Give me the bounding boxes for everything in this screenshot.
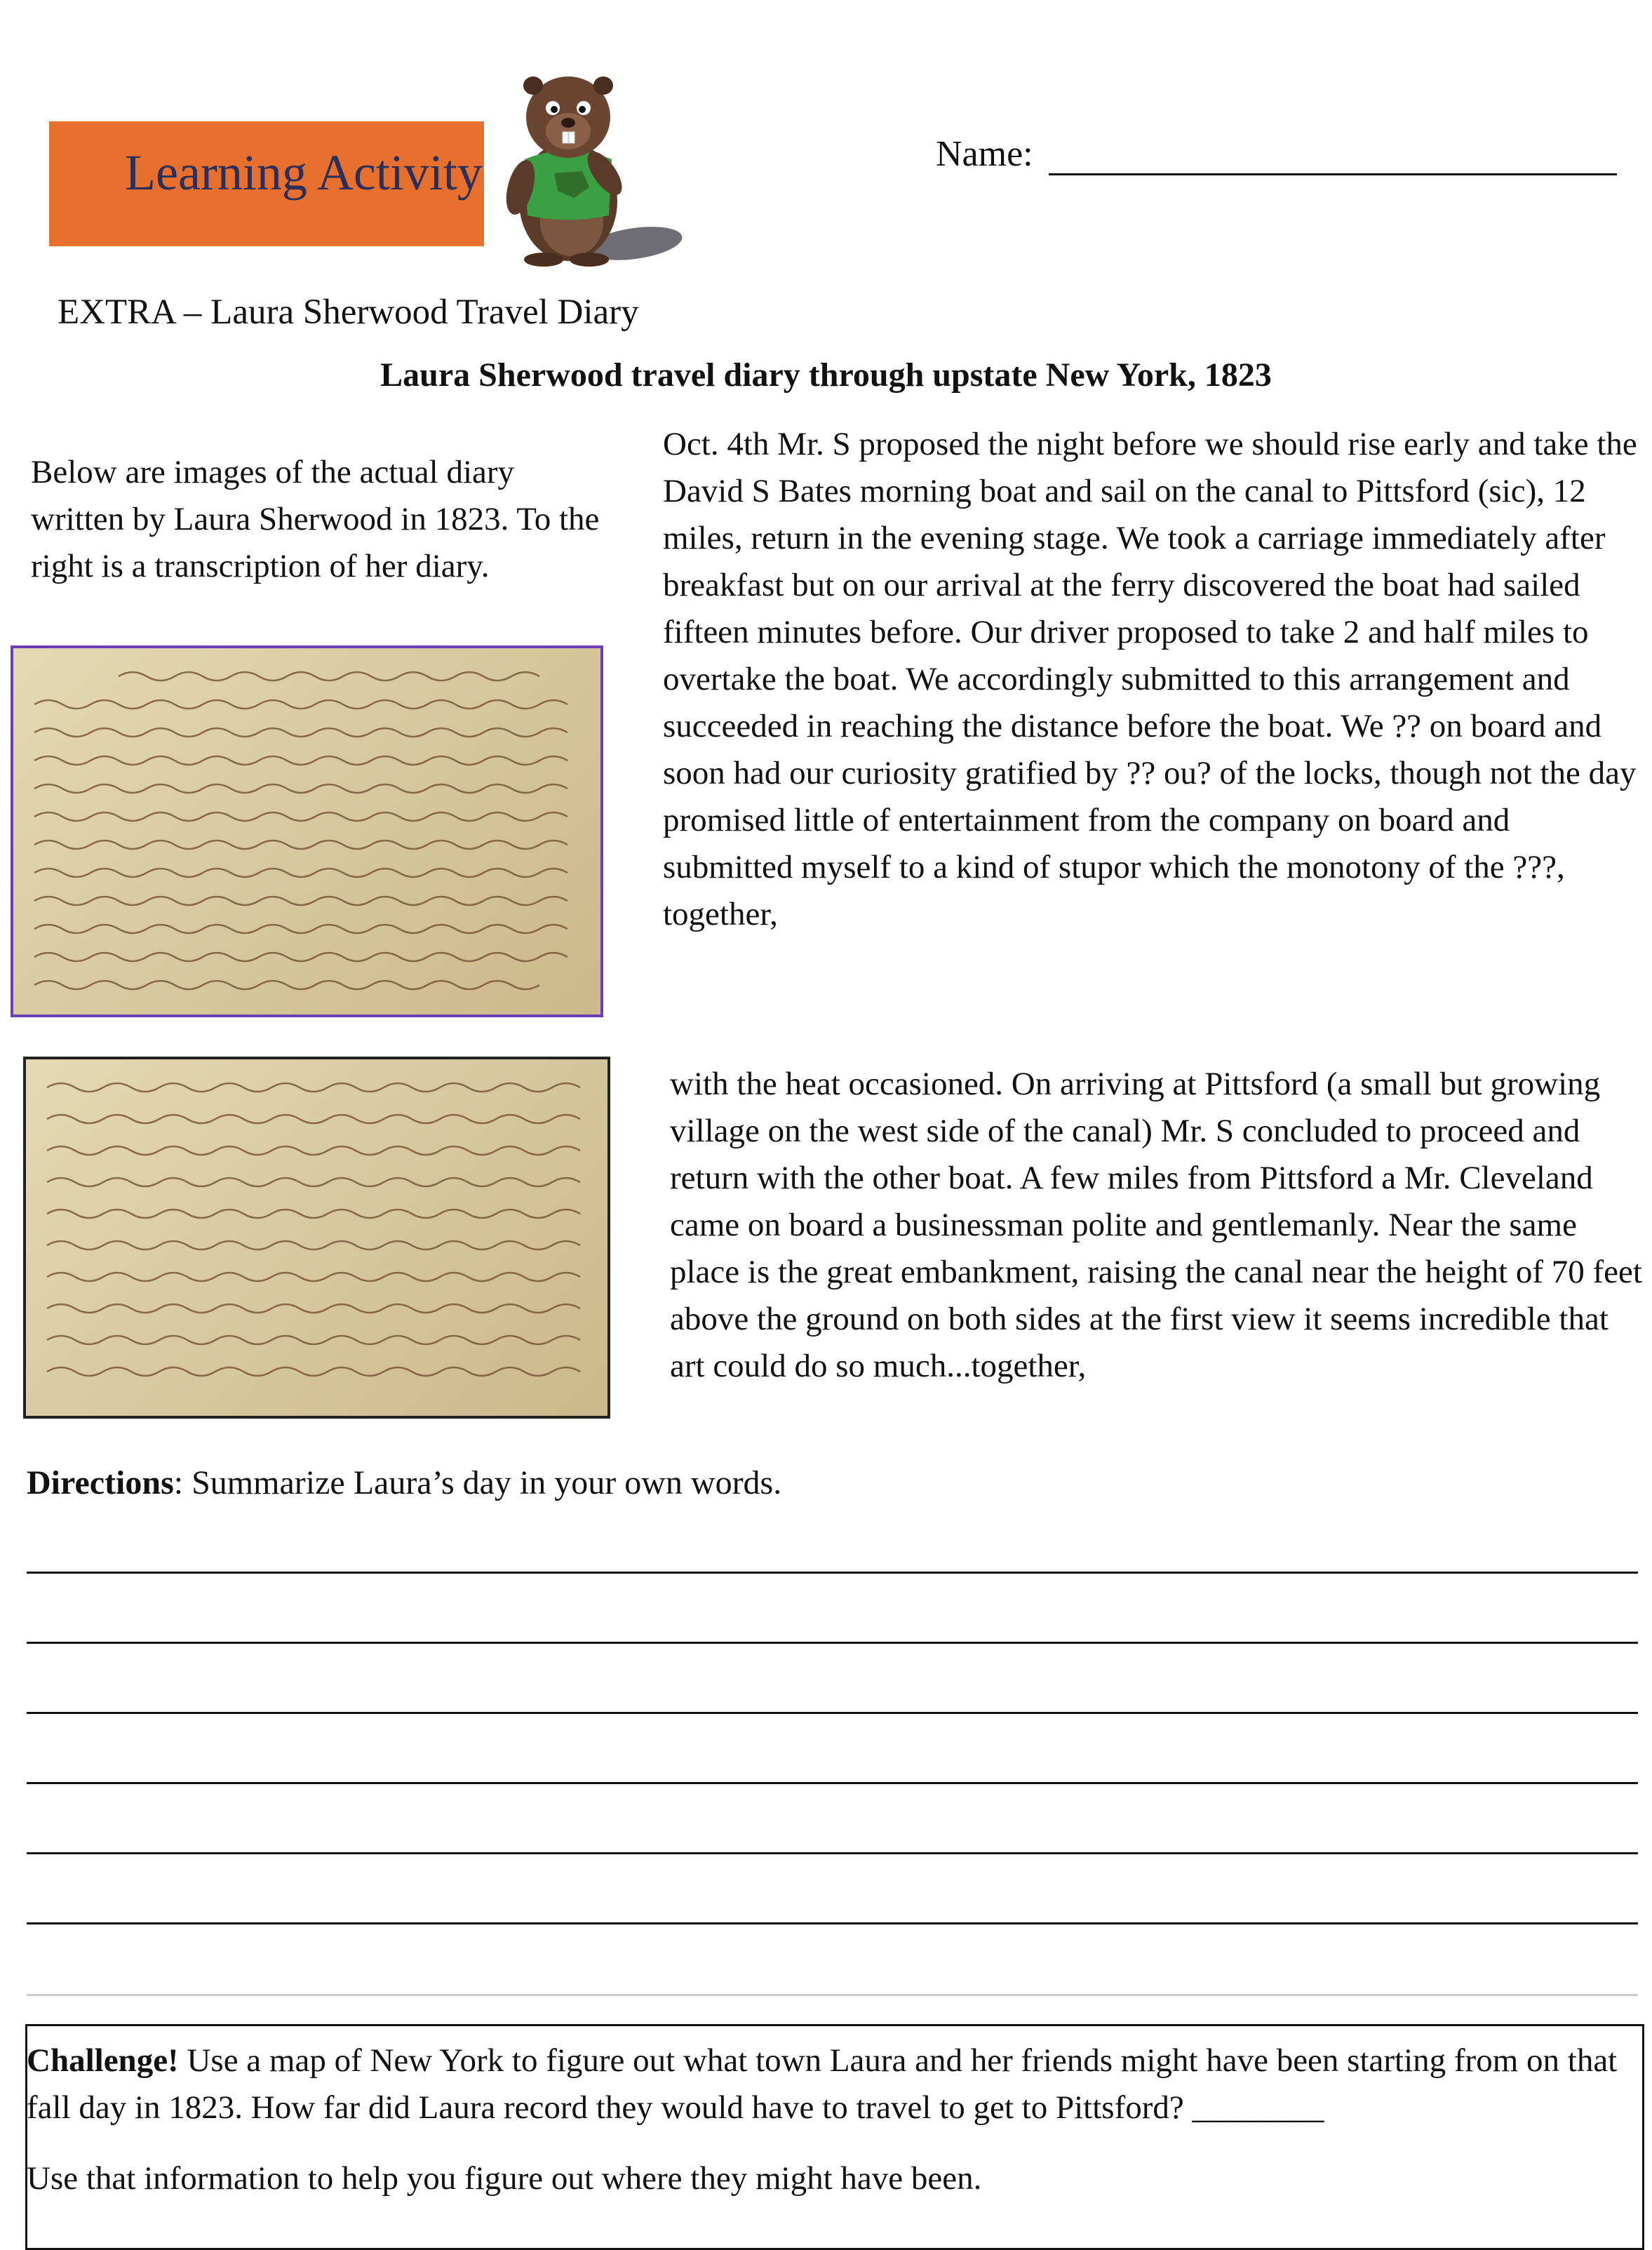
challenge-text <box>27 2037 1626 2131</box>
diary-page-image-2 <box>23 1057 610 1419</box>
answer-line-6[interactable] <box>27 1922 1638 1924</box>
intro-text: Below are images of the actual diary written by Laura Sherwood in 1823. To the right is a transcription of her diary. <box>31 454 600 584</box>
directions-body: : Summarize Laura’s day in your own words. <box>173 1464 782 1501</box>
page-title: Laura Sherwood travel diary through upstate New York, 1823 <box>380 356 1272 394</box>
challenge-followup: Use that information to help you figure out where they might have been. <box>27 2160 982 2197</box>
transcription-paragraph-2: with the heat occasioned. On arriving at Pittsford (a small but growing village on the west side of the canal) Mr. S concluded to proceed and return with the other boat. A few miles from Pittsford a Mr. Cleveland came on board a businessman polite and gentlemanly. Near the same place is the great embankment, raising the canal near the height of 70 feet above the ground on both sides at the first view it seems incredible that art could do so much...together, <box>670 1066 1642 1384</box>
beaver-mascot-icon <box>484 51 687 268</box>
directions-text <box>27 1464 781 1502</box>
diary-page-image-1 <box>11 645 603 1017</box>
answer-line-3[interactable] <box>27 1712 1638 1714</box>
banner-title: Learning Activity <box>125 145 483 201</box>
activity-subtitle: EXTRA – Laura Sherwood Travel Diary <box>58 293 639 332</box>
answer-line-1[interactable] <box>27 1572 1638 1574</box>
name-input-line[interactable] <box>1049 173 1617 175</box>
answer-line-7[interactable] <box>27 1994 1638 1996</box>
transcription-paragraph-1: Oct. 4th Mr. S proposed the night before we should rise early and take the David S Bates morning boat and sail on the canal to Pittsford (sic), 12 miles, return in the evening stage. We took a carriage immediately after breakfast but on our arrival at the ferry discovered the boat had sailed fifteen minutes before. Our driver proposed to take 2 and half miles to overtake the boat. We accordingly submitted to this arrangement and succeeded in reaching the distance before the boat. We ?? on board and soon had our curiosity gratified by ?? ou? of the locks, though not the day promised little of entertainment from the company on board and submitted myself to a kind of stupor which the monotony of the ???, together, <box>663 426 1637 932</box>
answer-line-2[interactable] <box>27 1642 1638 1644</box>
answer-line-4[interactable] <box>27 1782 1638 1784</box>
challenge-label: Challenge! <box>27 2042 179 2079</box>
challenge-body: Use a map of New York to figure out what town Laura and her friends might have been starting from on that fall day in 1823. How far did Laura record they would have to travel to get to Pittsford? ________ <box>27 2042 1618 2126</box>
directions-label: Directions <box>27 1464 174 1501</box>
answer-line-5[interactable] <box>27 1852 1638 1854</box>
name-label: Name: <box>936 134 1033 174</box>
